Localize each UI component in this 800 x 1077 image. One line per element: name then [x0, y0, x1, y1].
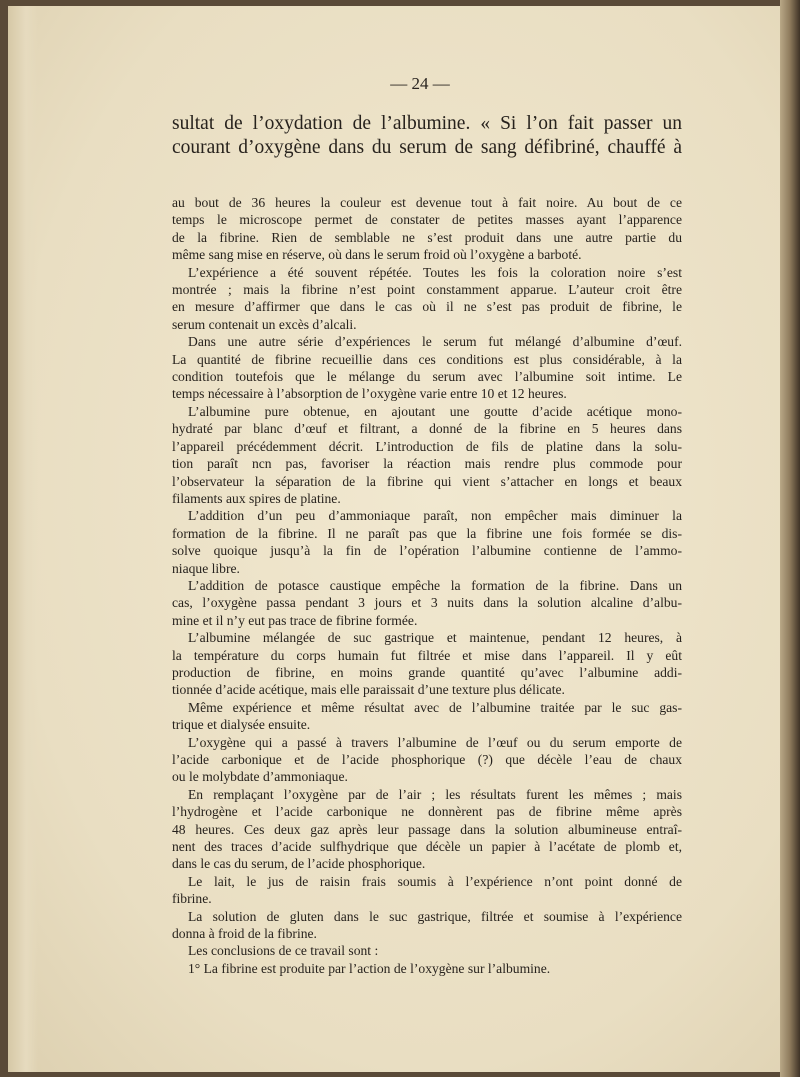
text-line: temps le microscope permet de constater de petites masses ayant l’apparence	[172, 212, 682, 228]
text-line: L’addition de potasce caustique empêche la formation de la fibrine. Dans un	[188, 577, 682, 593]
text-line: hydraté par blanc d’œuf et filtrant, a donné de la fibrine en 5 heures dans	[172, 421, 682, 437]
text-line: 48 heures. Ces deux gaz après leur passage dans la solution albumineuse entraî-	[172, 821, 682, 837]
text-line: L’albumine mélangée de suc gastrique et maintenue, pendant 12 heures, à	[188, 630, 682, 646]
text-line: cas, l’oxygène passa pendant 3 jours et 3 nuits dans la solution alcaline d’albu-	[172, 595, 682, 611]
body-text	[172, 194, 682, 977]
text-line: L’albumine pure obtenue, en ajoutant une goutte d’acide acétique mono-	[188, 403, 682, 419]
text-line: tion paraît ncn pas, favoriser la réaction mais rendre plus commode pour	[172, 456, 682, 472]
lead-line: courant d’oxygène dans du serum de sang défibriné, chauffé à	[172, 137, 682, 158]
page-body	[172, 112, 682, 977]
lead-line: sultat de l’oxydation de l’albumine. « Si l’on fait passer un	[172, 113, 682, 134]
text-line: En remplaçant l’oxygène par de l’air ; les résultats furent les mêmes ; mais	[188, 786, 682, 802]
text-line: Même expérience et même résultat avec de l’albumine traitée par le suc gas-	[188, 699, 682, 715]
text-line: L’expérience a été souvent répétée. Toutes les fois la coloration noire s’est	[188, 264, 682, 280]
text-line: l’appareil précédemment décrit. L’introduction de fils de platine dans la solu-	[172, 438, 682, 454]
text-line: donna à froid de la fibrine.	[172, 926, 317, 942]
text-line: Dans une autre série d’expériences le serum fut mélangé d’albumine d’œuf.	[188, 334, 682, 350]
text-line: formation de la fibrine. Il ne paraît pas que la fibrine une fois formée se dis-	[172, 525, 682, 541]
text-line: Les conclusions de ce travail sont :	[188, 943, 379, 959]
page-gutter	[8, 6, 38, 1072]
text-line: temps nécessaire à l’absorption de l’oxygène varie entre 10 et 12 heures.	[172, 386, 567, 402]
lead-paragraph	[172, 112, 682, 160]
text-line: production de fibrine, en moins grande quantité qu’avec l’albumine addi-	[172, 664, 682, 680]
text-line: L’addition d’un peu d’ammoniaque paraît, non empêcher mais diminuer la	[188, 508, 682, 524]
text-line: ou le molybdate d’ammoniaque.	[172, 769, 348, 785]
page-number: — 24 —	[390, 74, 450, 93]
text-line: filaments aux spires de platine.	[172, 490, 341, 506]
text-line: 1° La fibrine est produite par l’action de l’oxygène sur l’albumine.	[188, 960, 551, 976]
text-line: montrée ; mais la fibrine n’est point constamment apparue. L’auteur croit être	[172, 282, 682, 298]
text-line: même sang mise en réserve, où dans le serum froid où l’oxygène a barboté.	[172, 247, 582, 263]
book-edge	[780, 0, 800, 1077]
text-line: serum contenait un excès d’alcali.	[172, 316, 357, 332]
text-line: La quantité de fibrine recueillie dans ces conditions est plus considérable, à la	[172, 351, 682, 367]
text-line: nent des traces d’acide sulfhydrique que décèle un papier à l’acétate de plomb et,	[172, 839, 682, 855]
text-line: La solution de gluten dans le suc gastrique, filtrée et soumise à l’expérience	[188, 908, 682, 924]
text-line: au bout de 36 heures la couleur est devenue tout à fait noire. Au bout de ce	[172, 195, 682, 210]
text-line: l’acide carbonique et de l’acide phosphorique (?) que décèle l’eau de chaux	[172, 752, 682, 767]
text-line: trique et dialysée ensuite.	[172, 717, 311, 733]
text-line: l’hydrogène et l’acide carbonique ne donnèrent pas de fibrine même après	[172, 804, 682, 820]
text-line: tionnée d’acide acétique, mais elle paraissait d’une texture plus délicate.	[172, 682, 565, 698]
text-line: condition toutefois que le mélange du serum avec l’albumine soit intime. Le	[172, 369, 682, 385]
text-line: de la fibrine. Rien de semblable ne s’est produit dans une autre partie du	[172, 229, 682, 245]
text-line: dans le cas du serum, de l’acide phosphorique.	[172, 856, 426, 872]
text-line: l’observateur la séparation de la fibrine qui vient s’attacher en longs et beaux	[172, 473, 682, 489]
text-line: niaque libre.	[172, 560, 240, 576]
text-line: la température du corps humain fut filtrée et mise dans l’appareil. Il y eût	[172, 647, 682, 663]
text-line: mine et il n’y eut pas trace de fibrine formée.	[172, 612, 418, 628]
text-line: solve quoique jusqu’à la fin de l’opération l’albumine contienne de l’ammo-	[172, 543, 682, 559]
text-line: Le lait, le jus de raisin frais soumis à l’expérience n’ont point donné de	[188, 873, 682, 889]
text-line: L’oxygène qui a passé à travers l’albumine de l’œuf ou du serum emporte de	[188, 734, 682, 750]
text-line: fibrine.	[172, 891, 212, 907]
text-line: en mesure d’affirmer que dans le cas où il ne s’est pas produit de fibrine, le	[172, 299, 682, 315]
